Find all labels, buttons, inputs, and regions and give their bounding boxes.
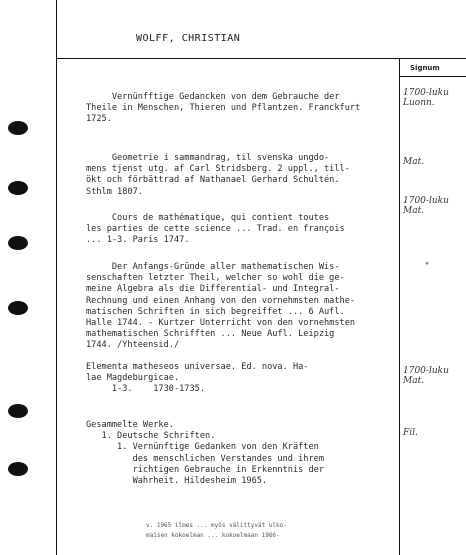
signum-note: Mat. — [403, 157, 425, 167]
punch-hole — [8, 301, 28, 315]
bibliographic-entry: Geometrie i sammandrag, til svenska ungdo- mens tjenst utg. af Carl Stridsberg. 2 uppl., till- ökt och förbättrad af Nathanael Gerhard Schultén. Sthlm 1807. — [86, 153, 350, 197]
punch-hole — [8, 121, 28, 135]
bibliographic-entry: Der Anfangs-Gründe aller mathematischen Wis- senschaften letzter Theil, welcher so wohl die ge- meine Algebra als die Differential- und Integral- Rechnung und einen Anhang von den vornehmsten mathe- matischen Schriften in sich begreiffet ... 6 Aufl. Halle 1744. - Kurtzer Unterricht von den vornehmsten mathematischen Schrifften ... Neue Aufl. Leipzig 1744. /Yhteensid./ — [86, 262, 356, 351]
bibliographic-entry: Elementa matheseos universae. Ed. nova. Ha- lae Magdeburgicae. 1-3. 1730-1735. — [86, 362, 309, 395]
footer-note: v. 1965 ilmes ... myös välittyvät ulko- maisen kokoelman ... kokoelmaan 1966- — [146, 522, 287, 539]
punch-hole — [8, 181, 28, 195]
left-margin-line — [56, 0, 57, 555]
signum-note: " — [425, 262, 430, 272]
signum-header-rule — [399, 76, 466, 77]
signum-column-line — [399, 58, 400, 555]
punch-hole — [8, 404, 28, 418]
signum-column-label: Signum — [410, 64, 440, 72]
bibliographic-entry: Vernünfftige Gedancken von dem Gebrauche der Theile in Menschen, Thieren und Pflantzen. Franckfurt 1725. — [86, 92, 361, 125]
signum-note: 1700-luku Luonn. — [403, 88, 449, 108]
bibliographic-entry: Gesammelte Werke. 1. Deutsche Schriften. 1. Vernünftige Gedanken von den Kräften des menschlichen Verstandes und ihrem richtigen Gebrauche in Erkenntnis der Wahrheit. Hildesheim 1965. — [86, 420, 324, 487]
signum-note: Fil. — [403, 428, 418, 438]
signum-note: 1700-luku Mat. — [403, 366, 449, 386]
header-rule — [56, 58, 466, 59]
author-heading: WOLFF, CHRISTIAN — [136, 33, 241, 44]
punch-hole — [8, 462, 28, 476]
signum-note: 1700-luku Mat. — [403, 196, 449, 216]
bibliographic-entry: Cours de mathématique, qui contient toutes les parties de cette science ... Trad. en françois ... 1-3. Paris 1747. — [86, 213, 345, 246]
punch-hole — [8, 236, 28, 250]
